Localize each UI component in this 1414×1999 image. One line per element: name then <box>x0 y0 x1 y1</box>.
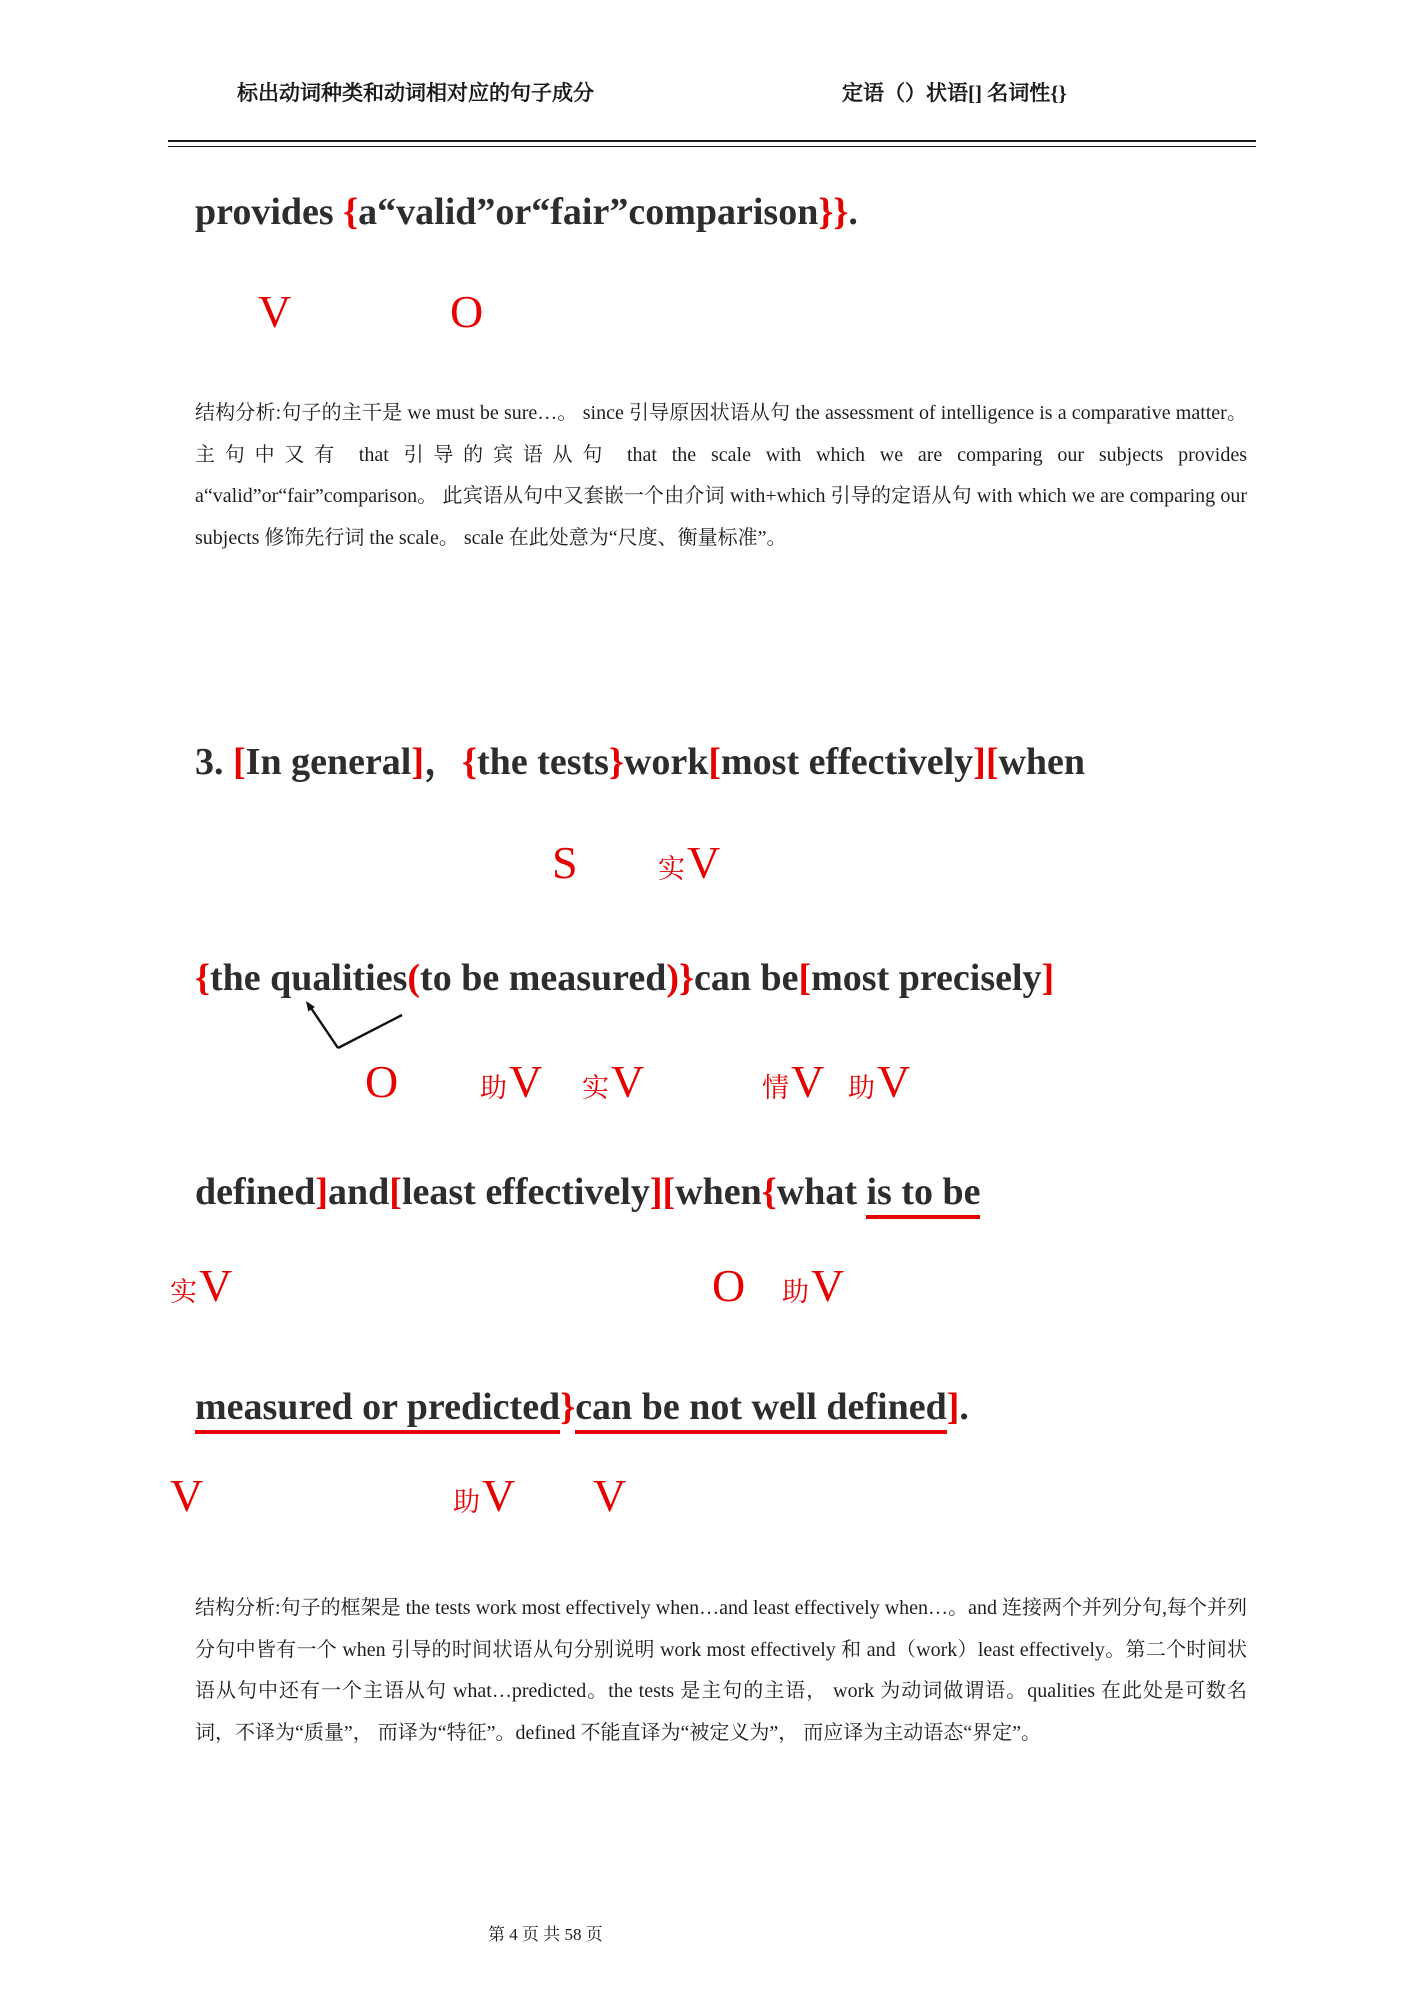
bracket-segment: [ <box>389 1171 402 1213</box>
bracket-segment: ] <box>946 1386 960 1428</box>
bracket-segment: ] <box>315 1171 329 1213</box>
marker-letter: V <box>482 1470 516 1521</box>
marker-type-label: 助 <box>848 1073 875 1103</box>
grammar-marker <box>762 1057 824 1108</box>
sentence-segment: can be not well defined <box>575 1386 947 1434</box>
annotation-arrows <box>290 993 420 1055</box>
bracket-segment: ][ <box>973 741 999 783</box>
header-left-text: 标出动词种类和动词相对应的句子成分 <box>237 81 594 105</box>
sentence-segment: the tests <box>477 741 609 783</box>
sentence-segment: defined <box>195 1171 316 1213</box>
sentence-segment: and <box>328 1171 390 1213</box>
grammar-marker <box>593 1471 626 1522</box>
marker-type-label: 助 <box>782 1277 809 1307</box>
bracket-segment: [ <box>233 741 246 783</box>
bracket-segment: ][ <box>649 1171 676 1213</box>
sentence-segment: work <box>623 741 709 783</box>
marker-letter: V <box>199 1260 233 1311</box>
marker-type-label: 情 <box>762 1073 789 1103</box>
bracket-segment: } <box>608 741 624 783</box>
grammar-marker <box>365 1057 398 1108</box>
marker-letter: V <box>877 1056 911 1107</box>
sentence-segment: is to be <box>866 1171 980 1219</box>
grammar-marker <box>258 287 291 338</box>
sentence-segment: can be <box>693 957 799 999</box>
structure-analysis-paragraph: 结构分析:句子的主干是 we must be sure…。 since 引导原因状语从句 the assessment of intelligence is a comparative matter。 主句中又有 that 引导的宾语从句 that the scale with which we are comparing our subjects provides a“valid”or“fair”comparison。 此宾语从句中又套嵌一个由介词 with+which 引导的定语从句 with which we are comparing our subjects 修饰先行词 the scale。 scale 在此处意为“尺度、衡量标准”。 <box>195 402 1247 549</box>
marker-letter: V <box>509 1056 543 1107</box>
marker-type-label: 助 <box>453 1487 480 1517</box>
bracket-segment: ] <box>411 741 425 783</box>
grammar-markers-row <box>170 287 1270 339</box>
sentence-segment: most precisely <box>811 957 1042 999</box>
bracket-segment: [ <box>798 957 812 999</box>
page-number: 第 4 页 共 58 页 <box>488 1925 603 1944</box>
sentence-line <box>195 186 858 238</box>
sentence-segment: measured or predicted <box>195 1386 560 1434</box>
marker-letter: V <box>170 1470 204 1521</box>
grammar-marker <box>712 1261 745 1312</box>
grammar-marker <box>453 1471 515 1522</box>
sentence-segment: when <box>675 1171 762 1213</box>
grammar-markers-row <box>170 1261 1270 1313</box>
grammar-marker <box>582 1057 644 1108</box>
marker-letter: V <box>811 1260 845 1311</box>
sentence-line <box>195 736 1085 788</box>
bracket-segment: ] <box>1041 957 1055 999</box>
header-rule <box>168 140 1256 147</box>
bracket-segment: }} <box>818 191 849 233</box>
sentence-segment: the qualities <box>209 957 408 999</box>
sentence-segment: a“valid”or“fair”comparison <box>358 191 819 233</box>
marker-letter: O <box>712 1260 746 1311</box>
sentence-segment: . <box>848 191 858 233</box>
marker-letter: S <box>552 837 578 888</box>
marker-type-label: 实 <box>658 854 685 884</box>
sentence-segment: least effectively <box>401 1171 650 1213</box>
sentence-segment: . <box>959 1386 969 1428</box>
grammar-marker <box>782 1261 844 1312</box>
grammar-marker <box>480 1057 542 1108</box>
grammar-markers-row <box>170 1471 1270 1523</box>
marker-letter: V <box>687 837 721 888</box>
bracket-segment: { <box>343 191 359 233</box>
sentence-segment: ， <box>424 741 463 783</box>
marker-letter: O <box>450 286 484 337</box>
bracket-segment: { <box>462 741 478 783</box>
sentence-segment: provides <box>195 191 344 233</box>
sentence-segment: 3. <box>195 741 233 783</box>
grammar-marker <box>658 838 720 889</box>
marker-type-label: 助 <box>480 1073 507 1103</box>
sentence-segment: to be measured <box>420 957 667 999</box>
sentence-line <box>195 1381 969 1433</box>
marker-letter: V <box>611 1056 645 1107</box>
bracket-segment: { <box>195 957 210 999</box>
sentence-segment: what <box>776 1171 867 1213</box>
grammar-marker <box>552 838 578 889</box>
sentence-line <box>195 1166 980 1218</box>
grammar-marker <box>450 287 483 338</box>
bracket-segment: } <box>560 1386 576 1428</box>
marker-letter: V <box>791 1056 825 1107</box>
grammar-marker <box>170 1471 203 1522</box>
marker-letter: V <box>593 1470 627 1521</box>
structure-analysis-paragraph: 结构分析:句子的框架是 the tests work most effectively when…and least effectively when…。and 连接两个并列分句,每个并列分句中皆有一个 when 引导的时间状语从句分别说明 work most effectively 和 and（work）least effectively。第二个时间状语从句中还有一个主语从句 what…predicted。the tests 是主句的主语， work 为动词做谓语。qualities 在此处是可数名词，不译为“质量”， 而译为“特征”。defined 不能直译为“被定义为”， 而应译为主动语态“界定”。 <box>195 1597 1247 1744</box>
marker-type-label: 实 <box>170 1277 197 1307</box>
sentence-segment: most effectively <box>721 741 974 783</box>
marker-type-label: 实 <box>582 1073 609 1103</box>
grammar-markers-row <box>170 1057 1270 1109</box>
bracket-segment: [ <box>708 741 722 783</box>
grammar-marker <box>170 1261 232 1312</box>
sentence-segment: In general <box>245 741 412 783</box>
grammar-marker <box>848 1057 910 1108</box>
marker-letter: V <box>258 286 292 337</box>
sentence-segment: when <box>998 741 1086 783</box>
bracket-segment: )} <box>666 957 694 999</box>
header-right-text: 定语（）状语[] 名词性{} <box>842 81 1067 105</box>
grammar-markers-row <box>170 838 1270 890</box>
marker-letter: O <box>365 1056 399 1107</box>
bracket-segment: ( <box>407 957 421 999</box>
bracket-segment: { <box>761 1171 777 1213</box>
